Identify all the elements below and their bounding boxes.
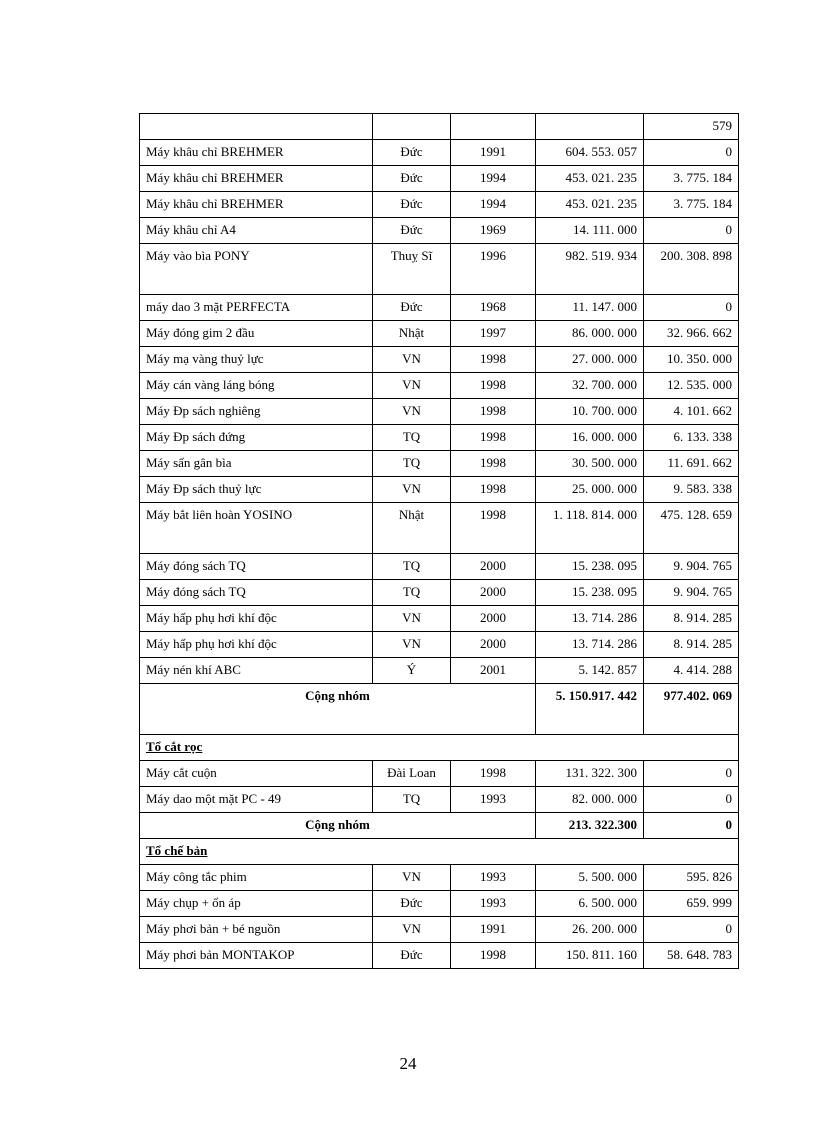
origin-cell: Đài Loan xyxy=(373,761,451,787)
year-cell: 1998 xyxy=(451,425,536,451)
machine-name-cell: Máy khâu chỉ BREHMER xyxy=(140,140,373,166)
machine-name-cell: Máy vào bìa PONY xyxy=(140,244,373,295)
page-number: 24 xyxy=(399,1054,417,1073)
remaining-value-cell: 4. 101. 662 xyxy=(644,399,739,425)
cost-cell: 11. 147. 000 xyxy=(536,295,644,321)
cost-cell: 86. 000. 000 xyxy=(536,321,644,347)
remaining-value-cell: 32. 966. 662 xyxy=(644,321,739,347)
remaining-value-cell: 10. 350. 000 xyxy=(644,347,739,373)
machine-name-cell: máy dao 3 mặt PERFECTA xyxy=(140,295,373,321)
cost-cell: 453. 021. 235 xyxy=(536,166,644,192)
year-cell: 2001 xyxy=(451,658,536,684)
remaining-value-cell: 9. 904. 765 xyxy=(644,554,739,580)
table-row xyxy=(140,295,739,321)
cost-cell: 6. 500. 000 xyxy=(536,891,644,917)
table-row xyxy=(140,787,739,813)
table-row xyxy=(140,166,739,192)
origin-cell: Đức xyxy=(373,295,451,321)
cost-cell: 604. 553. 057 xyxy=(536,140,644,166)
remaining-value-cell: 0 xyxy=(644,787,739,813)
table-row xyxy=(140,140,739,166)
machine-name-cell: Máy hấp phụ hơi khí độc xyxy=(140,632,373,658)
year-cell: 1998 xyxy=(451,477,536,503)
table-row xyxy=(140,580,739,606)
origin-cell: Nhật xyxy=(373,321,451,347)
table-row xyxy=(140,425,739,451)
cost-cell: 453. 021. 235 xyxy=(536,192,644,218)
table-row xyxy=(140,761,739,787)
origin-cell: VN xyxy=(373,399,451,425)
remaining-value-cell: 0 xyxy=(644,917,739,943)
table-row xyxy=(140,554,739,580)
table-row xyxy=(140,373,739,399)
machine-name-cell: Máy bắt liên hoàn YOSINO xyxy=(140,503,373,554)
remaining-value-cell: 4. 414. 288 xyxy=(644,658,739,684)
cost-cell: 150. 811. 160 xyxy=(536,943,644,969)
section-row xyxy=(140,839,739,865)
remaining-value-cell: 0 xyxy=(644,140,739,166)
remaining-value-cell: 3. 775. 184 xyxy=(644,166,739,192)
year-cell: 1968 xyxy=(451,295,536,321)
cost-cell: 27. 000. 000 xyxy=(536,347,644,373)
year-cell: 2000 xyxy=(451,580,536,606)
section-heading-prepress: Tổ chế bản xyxy=(140,839,739,865)
origin-cell: TQ xyxy=(373,787,451,813)
table-row xyxy=(140,477,739,503)
cost-cell: 13. 714. 286 xyxy=(536,606,644,632)
year-cell: 2000 xyxy=(451,554,536,580)
table-row xyxy=(140,917,739,943)
remaining-value-cell: 58. 648. 783 xyxy=(644,943,739,969)
table-row xyxy=(140,192,739,218)
origin-cell: Đức xyxy=(373,166,451,192)
table-row xyxy=(140,244,739,295)
machine-name-cell xyxy=(140,114,373,140)
machine-name-cell: Máy sấn gân bìa xyxy=(140,451,373,477)
table-row xyxy=(140,218,739,244)
cost-cell: 10. 700. 000 xyxy=(536,399,644,425)
cost-cell xyxy=(536,114,644,140)
machine-name-cell: Máy mạ vàng thuỷ lực xyxy=(140,347,373,373)
group-total-cost: 213. 322.300 xyxy=(536,813,644,839)
cost-cell: 30. 500. 000 xyxy=(536,451,644,477)
year-cell: 1994 xyxy=(451,192,536,218)
table-row xyxy=(140,321,739,347)
origin-cell: Thuỵ Sĩ xyxy=(373,244,451,295)
remaining-value-cell: 0 xyxy=(644,761,739,787)
cost-cell: 1. 118. 814. 000 xyxy=(536,503,644,554)
group-total-remaining: 0 xyxy=(644,813,739,839)
section-heading-cutting: Tổ cắt rọc xyxy=(140,735,739,761)
machine-name-cell: Máy khâu chỉ A4 xyxy=(140,218,373,244)
remaining-value-cell: 0 xyxy=(644,218,739,244)
table-row xyxy=(140,347,739,373)
year-cell: 1993 xyxy=(451,891,536,917)
year-cell: 1998 xyxy=(451,373,536,399)
machine-name-cell: Máy phơi bản MONTAKOP xyxy=(140,943,373,969)
machine-name-cell: Máy hấp phụ hơi khí độc xyxy=(140,606,373,632)
year-cell: 1998 xyxy=(451,503,536,554)
table-body xyxy=(140,114,739,969)
table-row xyxy=(140,891,739,917)
remaining-value-cell: 579 xyxy=(644,114,739,140)
year-cell: 1994 xyxy=(451,166,536,192)
year-cell: 1998 xyxy=(451,347,536,373)
table-row xyxy=(140,503,739,554)
origin-cell: VN xyxy=(373,632,451,658)
origin-cell xyxy=(373,114,451,140)
origin-cell: Đức xyxy=(373,140,451,166)
year-cell: 1997 xyxy=(451,321,536,347)
year-cell: 1969 xyxy=(451,218,536,244)
group-total-row xyxy=(140,813,739,839)
table-row xyxy=(140,943,739,969)
cost-cell: 982. 519. 934 xyxy=(536,244,644,295)
table-row xyxy=(140,658,739,684)
table-row xyxy=(140,865,739,891)
year-cell: 2000 xyxy=(451,606,536,632)
machine-name-cell: Máy nén khí ABC xyxy=(140,658,373,684)
remaining-value-cell: 11. 691. 662 xyxy=(644,451,739,477)
machine-name-cell: Máy công tắc phim xyxy=(140,865,373,891)
remaining-value-cell: 0 xyxy=(644,295,739,321)
machine-name-cell: Máy khâu chỉ BREHMER xyxy=(140,166,373,192)
table-row xyxy=(140,606,739,632)
remaining-value-cell: 12. 535. 000 xyxy=(644,373,739,399)
remaining-value-cell: 9. 904. 765 xyxy=(644,580,739,606)
cost-cell: 5. 142. 857 xyxy=(536,658,644,684)
machine-name-cell: Máy cắt cuộn xyxy=(140,761,373,787)
group-total-label: Cộng nhóm xyxy=(140,813,536,839)
origin-cell: Nhật xyxy=(373,503,451,554)
table-row xyxy=(140,399,739,425)
origin-cell: TQ xyxy=(373,451,451,477)
year-cell: 1998 xyxy=(451,451,536,477)
machine-name-cell: Máy Đp sách thuỷ lực xyxy=(140,477,373,503)
origin-cell: TQ xyxy=(373,425,451,451)
group-total-remaining: 977.402. 069 xyxy=(644,684,739,735)
section-row xyxy=(140,735,739,761)
group-total-row xyxy=(140,684,739,735)
cost-cell: 16. 000. 000 xyxy=(536,425,644,451)
cost-cell: 15. 238. 095 xyxy=(536,580,644,606)
origin-cell: Đức xyxy=(373,218,451,244)
year-cell: 1993 xyxy=(451,865,536,891)
machine-name-cell: Máy khâu chỉ BREHMER xyxy=(140,192,373,218)
remaining-value-cell: 6. 133. 338 xyxy=(644,425,739,451)
table-row xyxy=(140,451,739,477)
remaining-value-cell: 475. 128. 659 xyxy=(644,503,739,554)
machine-name-cell: Máy cán vàng láng bóng xyxy=(140,373,373,399)
origin-cell: VN xyxy=(373,477,451,503)
origin-cell: VN xyxy=(373,373,451,399)
machine-name-cell: Máy Đp sách đứng xyxy=(140,425,373,451)
remaining-value-cell: 595. 826 xyxy=(644,865,739,891)
machine-name-cell: Máy dao một mặt PC - 49 xyxy=(140,787,373,813)
origin-cell: Đức xyxy=(373,891,451,917)
year-cell: 1991 xyxy=(451,140,536,166)
remaining-value-cell: 200. 308. 898 xyxy=(644,244,739,295)
machine-name-cell: Máy phơi bản + bé nguồn xyxy=(140,917,373,943)
remaining-value-cell: 9. 583. 338 xyxy=(644,477,739,503)
origin-cell: TQ xyxy=(373,580,451,606)
cost-cell: 25. 000. 000 xyxy=(536,477,644,503)
remaining-value-cell: 8. 914. 285 xyxy=(644,632,739,658)
origin-cell: VN xyxy=(373,917,451,943)
remaining-value-cell: 3. 775. 184 xyxy=(644,192,739,218)
origin-cell: VN xyxy=(373,606,451,632)
cost-cell: 5. 500. 000 xyxy=(536,865,644,891)
remaining-value-cell: 659. 999 xyxy=(644,891,739,917)
cost-cell: 26. 200. 000 xyxy=(536,917,644,943)
year-cell: 1996 xyxy=(451,244,536,295)
group-total-label: Cộng nhóm xyxy=(140,684,536,735)
year-cell xyxy=(451,114,536,140)
cost-cell: 131. 322. 300 xyxy=(536,761,644,787)
year-cell: 1998 xyxy=(451,943,536,969)
cost-cell: 13. 714. 286 xyxy=(536,632,644,658)
origin-cell: Đức xyxy=(373,192,451,218)
origin-cell: VN xyxy=(373,347,451,373)
year-cell: 1998 xyxy=(451,399,536,425)
table-row xyxy=(140,114,739,140)
asset-table xyxy=(139,113,739,969)
cost-cell: 32. 700. 000 xyxy=(536,373,644,399)
year-cell: 2000 xyxy=(451,632,536,658)
table-row xyxy=(140,632,739,658)
origin-cell: TQ xyxy=(373,554,451,580)
origin-cell: VN xyxy=(373,865,451,891)
cost-cell: 82. 000. 000 xyxy=(536,787,644,813)
cost-cell: 15. 238. 095 xyxy=(536,554,644,580)
remaining-value-cell: 8. 914. 285 xyxy=(644,606,739,632)
origin-cell: Ý xyxy=(373,658,451,684)
machine-name-cell: Máy đóng sách TQ xyxy=(140,580,373,606)
cost-cell: 14. 111. 000 xyxy=(536,218,644,244)
group-total-cost: 5. 150.917. 442 xyxy=(536,684,644,735)
machine-name-cell: Máy chụp + ổn áp xyxy=(140,891,373,917)
machine-name-cell: Máy đóng gim 2 đầu xyxy=(140,321,373,347)
machine-name-cell: Máy đóng sách TQ xyxy=(140,554,373,580)
origin-cell: Đức xyxy=(373,943,451,969)
year-cell: 1991 xyxy=(451,917,536,943)
machine-name-cell: Máy Đp sách nghiêng xyxy=(140,399,373,425)
year-cell: 1998 xyxy=(451,761,536,787)
year-cell: 1993 xyxy=(451,787,536,813)
